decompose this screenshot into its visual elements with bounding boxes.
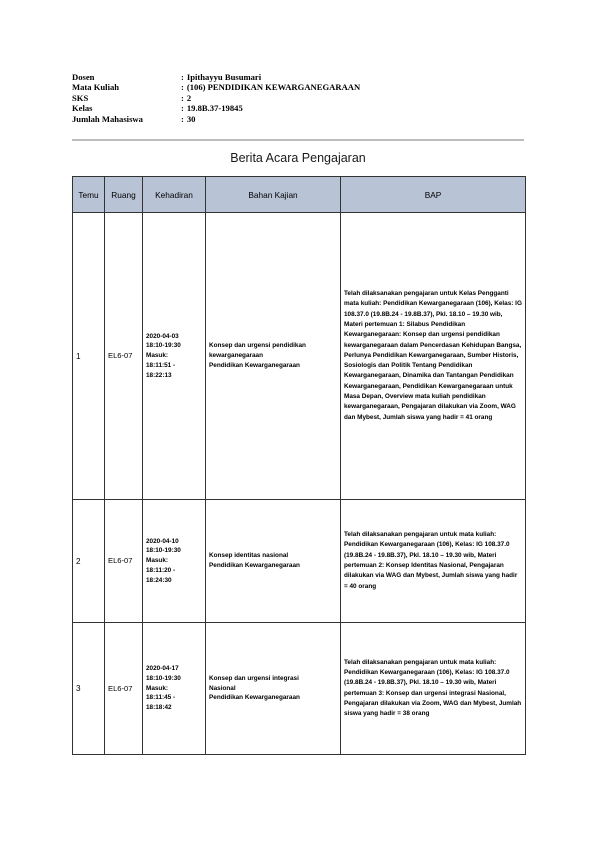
- cell-ruang: EL6-07: [105, 213, 143, 500]
- cell-kehadiran: [143, 213, 206, 500]
- divider: [72, 139, 524, 141]
- cell-bap: Telah dilaksanakan pengajaran untuk Kelas Pengganti mata kuliah: Pendidikan Kewarganegaraan (106), Kelas: IG 108.37.0 (19.8B.24 - 19.8B.37), Pkl. 18.10 – 19.30 wib, Materi pertemuan 1: Silabus Pendidikan Kewarganegaraan: Konsep dan urgensi pendidikan kewarganegaraan dalam Pencerdasan Kehidupan Bangsa, Perlunya Pendidikan Kewarganegaraan, Sumber Historis, Sosiologis dan Politik Tentang Pendidikan Kewarganegaraan, Dinamika dan Tantangan Pendidikan Kewarganegaraan, Pendidikan Kewarganegaraan untuk Masa Depan, Overview mata kuliah pendidikan kewarganegaraan, Pengajaran dilakukan via Zoom, WAG dan Mybest, Jumlah siswa yang hadir = 41 orang: [341, 213, 526, 500]
- info-label: Kelas: [72, 103, 93, 114]
- course-info: [72, 72, 360, 124]
- kehadiran-line: 18:11:51 -: [146, 361, 176, 369]
- kehadiran-line: 2020-04-17: [146, 665, 179, 672]
- info-value: 2: [186, 92, 192, 103]
- page-title: Berita Acara Pengajaran: [230, 151, 366, 165]
- info-value: 30: [186, 113, 196, 124]
- info-row-mata-kuliah: [72, 82, 360, 92]
- cell-ruang: EL6-07: [105, 500, 143, 623]
- info-row-sks: [72, 93, 360, 103]
- cell-kehadiran: [143, 623, 206, 755]
- info-separator: :: [181, 92, 184, 103]
- info-separator: :: [181, 113, 184, 124]
- info-row-dosen: [72, 72, 360, 82]
- info-label: Dosen: [72, 72, 95, 82]
- kehadiran-line: 18:24:30: [146, 576, 172, 584]
- kehadiran-line: Masuk:: [146, 352, 169, 360]
- kehadiran-line: 18:10-19:30: [146, 674, 181, 682]
- header-kehadiran: Kehadiran: [143, 177, 206, 213]
- cell-bahan-kajian: [206, 213, 341, 500]
- header-bahan-kajian: Bahan Kajian: [206, 177, 341, 213]
- kehadiran-line: Masuk:: [146, 684, 169, 692]
- info-value: 19.8B.37-19845: [186, 103, 243, 114]
- bahan-line: Konsep identitas nasional: [209, 552, 289, 560]
- cell-kehadiran: [143, 500, 206, 623]
- kehadiran-line: 18:10-19:30: [146, 342, 181, 350]
- cell-temu: 1: [73, 213, 105, 500]
- kehadiran-line: 2020-04-10: [146, 537, 179, 545]
- kehadiran-line: 2020-04-03: [146, 332, 179, 340]
- info-label: Jumlah Mahasiswa: [72, 113, 143, 124]
- cell-temu: 2: [73, 500, 105, 623]
- info-separator: :: [181, 103, 184, 114]
- bahan-line: Pendidikan Kewarganegaraan: [209, 694, 300, 702]
- bahan-line: Nasional: [209, 684, 236, 692]
- header-temu: Temu: [73, 177, 105, 213]
- info-label: SKS: [72, 92, 89, 103]
- cell-bahan-kajian: [206, 500, 341, 623]
- kehadiran-line: 18:11:20 -: [146, 566, 176, 574]
- kehadiran-line: 18:11:45 -: [146, 694, 176, 702]
- info-value: Ipithayyu Busumari: [186, 72, 262, 82]
- header-ruang: Ruang: [105, 177, 143, 213]
- info-separator: :: [181, 72, 184, 82]
- kehadiran-line: 18:10-19:30: [146, 547, 181, 555]
- cell-bahan-kajian: [206, 623, 341, 755]
- kehadiran-line: 18:18:42: [146, 704, 172, 712]
- header-bap: BAP: [341, 177, 526, 213]
- info-row-kelas: [72, 103, 360, 113]
- info-separator: :: [181, 82, 184, 93]
- bahan-line: Pendidikan Kewarganegaraan: [209, 361, 300, 369]
- table-row: [73, 500, 526, 623]
- table-row: [73, 213, 526, 500]
- cell-ruang: EL6-07: [105, 623, 143, 755]
- table-row: [73, 623, 526, 755]
- info-row-jumlah-mahasiswa: [72, 114, 360, 124]
- cell-temu: 3: [73, 623, 105, 755]
- kehadiran-line: 18:22:13: [146, 371, 172, 379]
- cell-bap: Telah dilaksanakan pengajaran untuk mata kuliah: Pendidikan Kewarganegaraan (106), Kelas: IG 108.37.0 (19.8B.24 - 19.8B.37), Pkl. 18.10 – 19.30 wib, Materi pertemuan 3: Konsep dan urgensi integrasi Nasional, Pengajaran dilakukan via Zoom, WAG dan Mybest, Jumlah siswa yang hadir = 38 orang: [341, 623, 526, 755]
- info-label: Mata Kuliah: [72, 82, 120, 93]
- bap-table: [72, 176, 526, 755]
- kehadiran-line: Masuk:: [146, 557, 169, 565]
- bahan-line: kewarganegaraan: [209, 352, 263, 360]
- bahan-line: Pendidikan Kewarganegaraan: [209, 562, 300, 569]
- bahan-line: Konsep dan urgensi pendidikan: [209, 342, 306, 350]
- bahan-line: Konsep dan urgensi integrasi: [209, 674, 299, 682]
- table-header-row: [73, 177, 526, 213]
- info-value: (106) PENDIDIKAN KEWARGANEGARAAN: [186, 82, 361, 93]
- cell-bap: Telah dilaksanakan pengajaran untuk mata kuliah: Pendidikan Kewarganegaraan (106), Kelas: IG 108.37.0 (19.8B.24 - 19.8B.37), Pkl. 18.10 – 19.30 wib, Materi pertemuan 2: Konsep Identitas Nasional, Pengajaran dilakukan via WAG dan Mybest, Jumlah siswa yang hadir = 40 orang: [341, 500, 526, 623]
